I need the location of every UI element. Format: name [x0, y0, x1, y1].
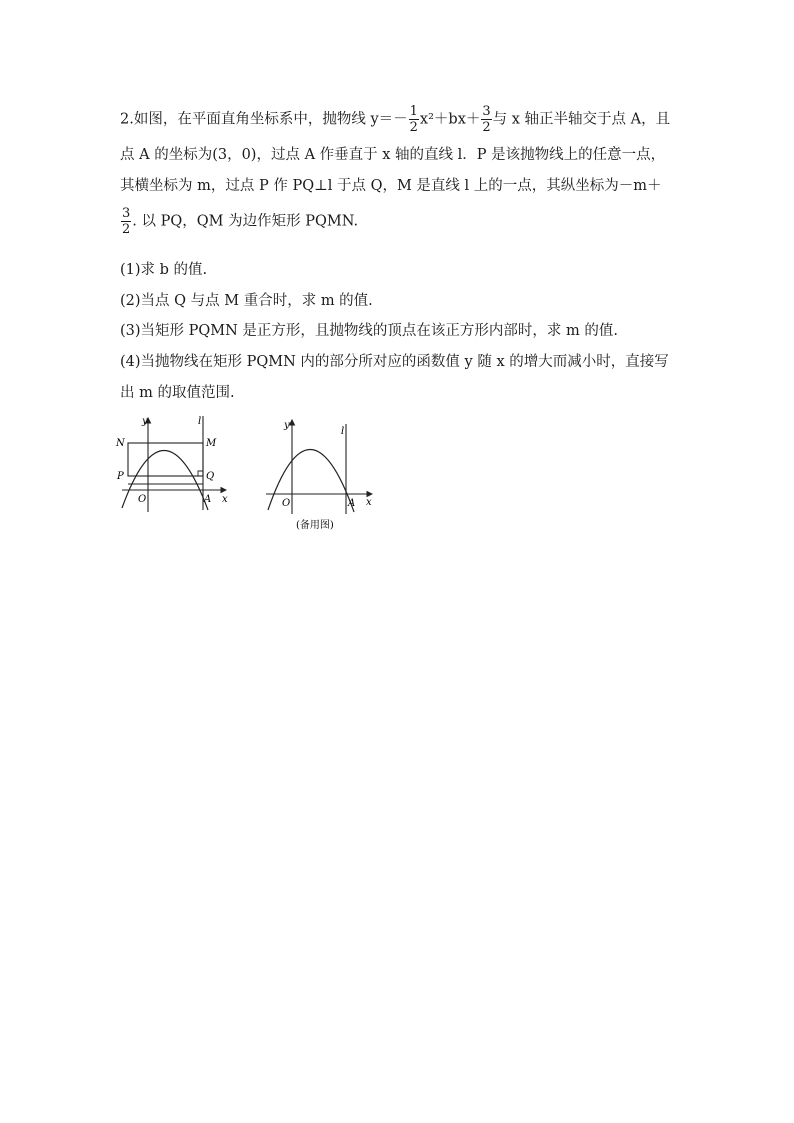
problem-line-1 [120, 104, 670, 135]
parabola [122, 450, 208, 510]
label-x: x [222, 494, 228, 505]
label-l-2: l [341, 426, 345, 437]
label-N: N [116, 438, 125, 449]
label-x-2: x [366, 497, 372, 508]
label-O-2: O [282, 498, 291, 509]
question-4-line-b: 出 m 的取值范围. [120, 385, 235, 401]
problem-line-3: 其横坐标为 m，过点 P 作 PQ⊥l 于点 Q，M 是直线 l 上的一点，其纵坐标为－m＋ [120, 178, 662, 194]
label-l: l [198, 416, 202, 427]
fraction-one-half: $\frac{1}{2}$ [409, 104, 418, 135]
fraction-three-halves: $\frac{3}{2}$ [482, 104, 491, 135]
question-1: (1)求 b 的值. [120, 262, 208, 278]
question-3: (3)当矩形 PQMN 是正方形，且抛物线的顶点在该正方形内部时，求 m 的值. [120, 323, 619, 339]
label-O: O [138, 494, 147, 505]
question-4-line-a: (4)当抛物线在矩形 PQMN 内的部分所对应的函数值 y 随 x 的增大而减小时，直接写 [120, 354, 669, 370]
label-y-2: y [284, 420, 290, 431]
line1-part-b: x²＋bx＋ [419, 111, 481, 128]
line1-part-a: 2.如图，在平面直角坐标系中，抛物线 y＝－ [120, 111, 408, 128]
label-P: P [117, 471, 124, 482]
label-y: y [142, 416, 148, 427]
parabola-2 [268, 449, 354, 512]
line4-rest: . 以 PQ，QM 为边作矩形 PQMN. [132, 213, 359, 230]
question-2: (2)当点 Q 与点 M 重合时，求 m 的值. [120, 293, 373, 309]
problem-line-2: 点 A 的坐标为(3，0)，过点 A 作垂直于 x 轴的直线 l．P 是该抛物线上的任意一点， [120, 147, 666, 163]
caption-backup-figure: (备用图) [296, 520, 334, 531]
figure-2-diagram [262, 414, 380, 534]
label-A-2: A [348, 498, 356, 509]
fraction-three-halves-2: $\frac{3}{2}$ [122, 206, 131, 237]
label-Q: Q [206, 471, 215, 482]
label-A: A [204, 494, 212, 505]
line1-part-c: 与 x 轴正半轴交于点 A，且 [492, 111, 671, 128]
figure-1-diagram [112, 412, 237, 520]
right-angle-mark [198, 471, 203, 476]
problem-line-4 [120, 206, 358, 237]
label-M: M [206, 438, 217, 449]
